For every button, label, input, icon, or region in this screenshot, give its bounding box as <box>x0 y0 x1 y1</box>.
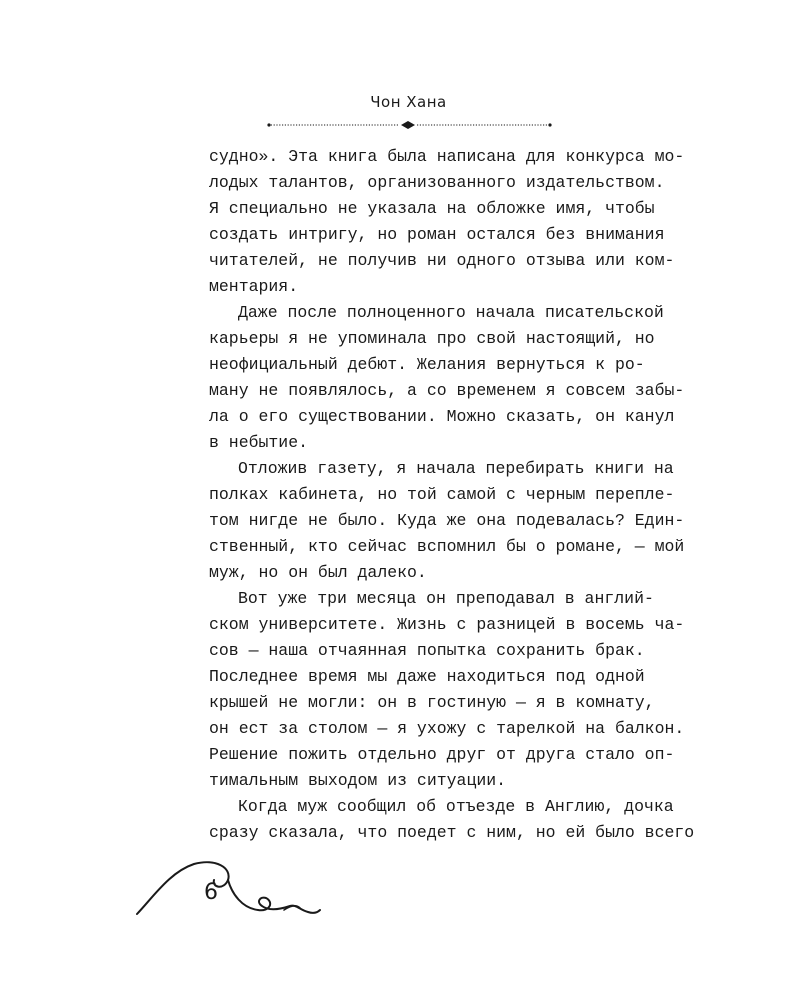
paragraph <box>209 144 685 300</box>
page-number: 6 <box>204 880 218 905</box>
paragraph <box>209 586 685 794</box>
text-line: ственный, кто сейчас вспомнил бы о романе, — мой <box>209 537 685 556</box>
text-line: крышей не могли: он в гостиную — я в комнату, <box>209 693 655 712</box>
text-line: ла о его существовании. Можно сказать, он канул <box>209 407 675 426</box>
text-line: Вот уже три месяца он преподавал в англий- <box>238 589 654 608</box>
text-line: судно». Эта книга была написана для конкурса мо- <box>209 147 685 166</box>
text-line: ментария. <box>209 277 299 296</box>
text-line: сов — наша отчаянная попытка сохранить брак. <box>209 641 645 660</box>
text-line: Отложив газету, я начала перебирать книги на <box>238 459 674 478</box>
text-line: тимальным выходом из ситуации. <box>209 771 507 790</box>
text-line: Даже после полноценного начала писательской <box>238 303 664 322</box>
text-line: в небытие. <box>209 433 309 452</box>
text-line: лодых талантов, организованного издательством. <box>209 173 665 192</box>
paragraph <box>209 456 685 586</box>
text-line: карьеры я не упоминала про свой настоящий, но <box>209 329 655 348</box>
text-line: читателей, не получив ни одного отзыва или ком- <box>209 251 675 270</box>
text-line: Последнее время мы даже находиться под одной <box>209 667 645 686</box>
text-line: том нигде не было. Куда же она подевалась? Един- <box>209 511 685 530</box>
header-divider-ornament <box>266 118 556 132</box>
text-line: сразу сказала, что поедет с ним, но ей было всего <box>209 823 695 842</box>
running-header-author: Чон Хана <box>370 93 447 111</box>
text-line: ману не появлялось, а со временем я совсем забы- <box>209 381 685 400</box>
text-line: создать интригу, но роман остался без внимания <box>209 225 665 244</box>
text-line: Я специально не указала на обложке имя, чтобы <box>209 199 655 218</box>
text-line: ском университете. Жизнь с разницей в восемь ча- <box>209 615 685 634</box>
text-line: Когда муж сообщил об отъезде в Англию, дочка <box>238 797 674 816</box>
wave-ornament-icon <box>134 858 324 920</box>
paragraph <box>209 794 695 846</box>
book-body-text <box>209 144 695 846</box>
text-line: неофициальный дебют. Желания вернуться к ро- <box>209 355 645 374</box>
paragraph <box>209 300 685 456</box>
text-line: Решение пожить отдельно друг от друга стало оп- <box>209 745 675 764</box>
text-line: полках кабинета, но той самой с черным перепле- <box>209 485 675 504</box>
text-line: он ест за столом — я ухожу с тарелкой на балкон. <box>209 719 685 738</box>
text-line: муж, но он был далеко. <box>209 563 427 582</box>
